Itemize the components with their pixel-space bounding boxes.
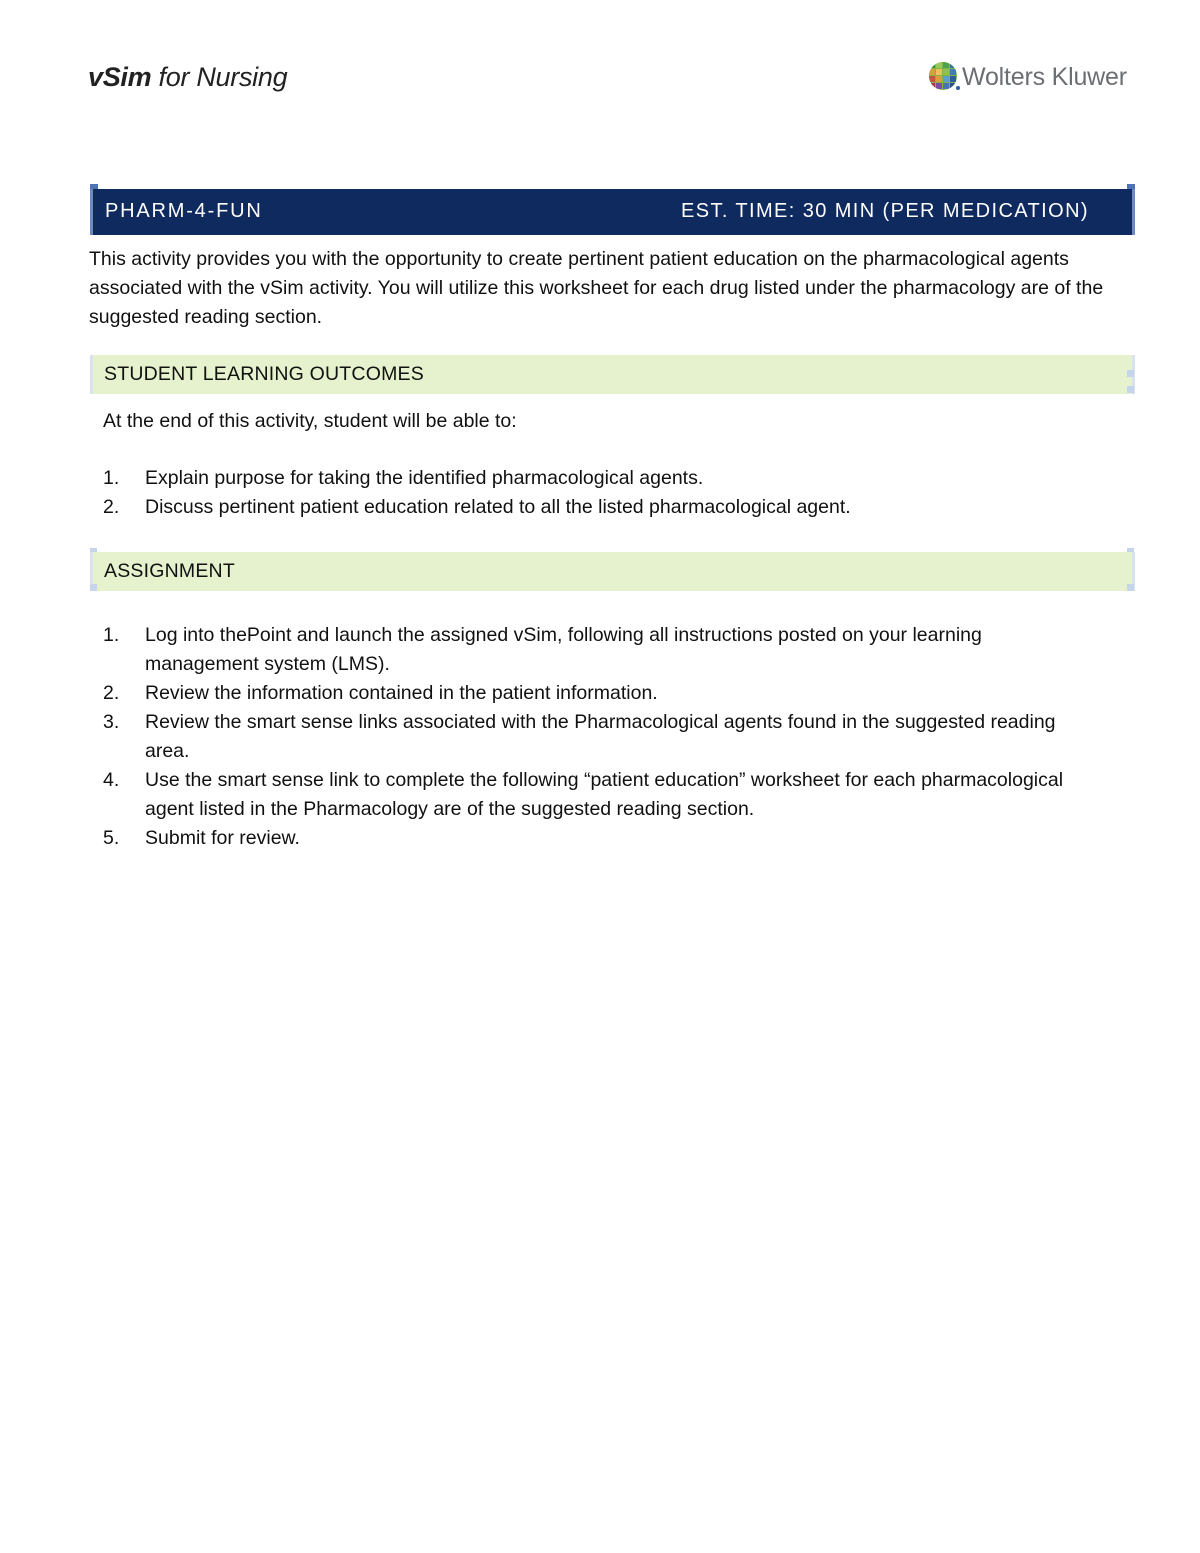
list-item — [103, 621, 1093, 679]
list-number: 4. — [103, 769, 120, 791]
list-number: 1. — [103, 624, 120, 646]
list-number: 1. — [103, 467, 120, 489]
list-number: 2. — [103, 496, 120, 518]
list-text: Log into thePoint and launch the assigned vSim, following all instructions posted on your learning management system (LMS). — [145, 624, 982, 675]
publisher-name: Wolters Kluwer — [962, 62, 1127, 91]
list-number: 2. — [103, 682, 120, 704]
outcomes-heading: STUDENT LEARNING OUTCOMES — [104, 363, 424, 385]
assignment-heading: ASSIGNMENT — [104, 560, 235, 582]
list-text: Review the smart sense links associated with the Pharmacological agents found in the suggested reading area. — [145, 711, 1056, 762]
outcomes-list — [103, 464, 1093, 522]
vsim-for-nursing-logo — [88, 62, 287, 93]
wolters-kluwer-logo — [928, 61, 1127, 93]
brand-sim: Sim — [102, 62, 152, 92]
brand-rest: for Nursing — [151, 62, 288, 92]
brand-v: v — [88, 62, 103, 92]
outcomes-lead: At the end of this activity, student will be able to: — [103, 410, 517, 432]
list-text: Submit for review. — [145, 827, 300, 849]
assignment-list — [103, 621, 1093, 853]
table-resize-handle — [1127, 386, 1134, 393]
wolters-kluwer-globe-icon — [928, 61, 960, 93]
list-text: Use the smart sense link to complete the following “patient education” worksheet for each pharmacological agent listed in the Pharmacology are of the suggested reading section. — [145, 769, 1064, 820]
list-item — [103, 464, 1093, 493]
table-resize-handle — [1127, 370, 1134, 377]
list-item — [103, 679, 1093, 708]
list-number: 5. — [103, 827, 120, 849]
list-text: Explain purpose for taking the identified pharmacological agents. — [145, 467, 704, 489]
list-number: 3. — [103, 711, 120, 733]
table-resize-handle — [1127, 584, 1134, 591]
intro-paragraph: This activity provides you with the opportunity to create pertinent patient education on the pharmacological agents associated with the vSim activity. You will utilize this worksheet for each drug listed under the pharmacology are of the suggested reading section. — [89, 248, 1104, 328]
activity-title: PHARM-4-FUN — [105, 200, 263, 222]
list-text: Review the information contained in the patient information. — [145, 682, 658, 704]
estimated-time: EST. TIME: 30 MIN (PER MEDICATION) — [680, 200, 1089, 222]
outcomes-heading-bar — [90, 355, 1135, 394]
table-resize-handle — [90, 584, 97, 591]
list-item — [103, 493, 1093, 522]
list-item — [103, 766, 1093, 824]
assignment-heading-bar — [90, 552, 1135, 591]
list-item — [103, 708, 1093, 766]
list-item — [103, 824, 1093, 853]
list-text: Discuss pertinent patient education related to all the listed pharmacological agent. — [145, 496, 851, 518]
title-bar — [90, 189, 1135, 235]
